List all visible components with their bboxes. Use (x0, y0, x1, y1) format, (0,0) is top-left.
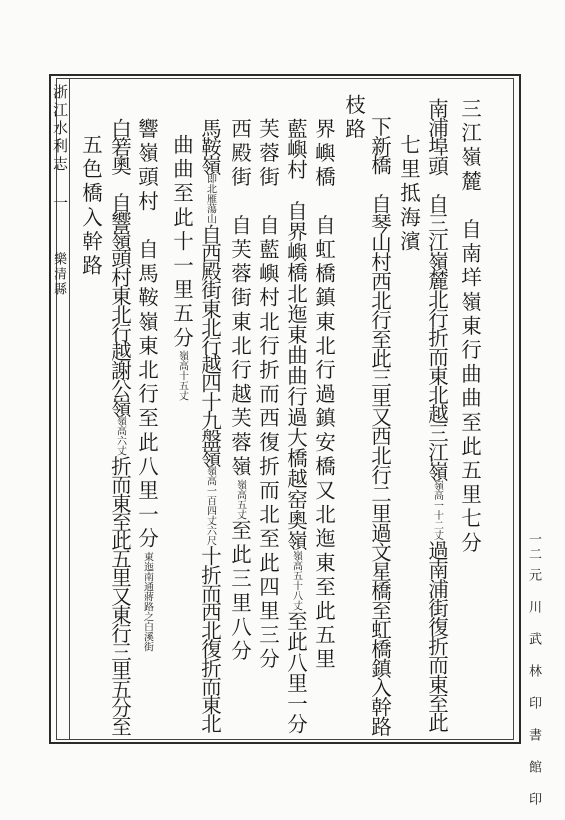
entry-maanling-end (171, 134, 192, 401)
entry-xiaxinqiao: 下新橋 自琴山村西北行至此三里又西北行二里過文星橋至虹橋鎮入幹路 (367, 116, 392, 736)
entry-bairuoao-cont: 折而東至此五里又東行三里五分至 (107, 455, 132, 735)
entry-lanyucun-note: 嶺高五十八丈 (290, 550, 302, 611)
entry-xidianjie-cont: 至此三里八分 (227, 519, 252, 665)
entry-maanling-cont2: 十折而西北復折而東北 (197, 545, 222, 732)
entry-bairuoao-text: 白箬奧 自響嶺頭村東北行越謝公嶺 (107, 118, 132, 416)
entry-bairuoao-note: 嶺高六丈 (114, 415, 126, 456)
section-heading-branch-roads: 枝路 (341, 94, 366, 143)
entry-nanpu-note: 嶺高一十二丈 (431, 480, 443, 541)
entry-nanpu-end: 七里抵海濱 (396, 134, 421, 255)
banxin-divider (69, 78, 70, 740)
entry-maanling-end-text: 曲曲至此十一里五分 (169, 134, 194, 351)
publisher-colophon: 元 川 武 林 印 書 館 印 (526, 568, 541, 807)
entry-furongjie: 芙蓉街 自藍嶼村北行折而西復折而北至此四里三分 (255, 118, 280, 673)
entry-nanpu (426, 98, 447, 731)
entry-sanjiangling: 三江嶺麓 自南垟嶺東行曲曲至此五里七分 (457, 98, 482, 556)
entry-nanpu-text: 南浦埠頭 自三江嶺麓北行折而東北越三江嶺 (424, 98, 449, 481)
banxin-title: 浙江水利志 一 (51, 84, 69, 213)
entry-maanling-note: 即北雁蕩山 (204, 173, 216, 224)
entry-xidianjie-note: 嶺高五丈 (234, 479, 246, 520)
entry-xianglingtoucun-note: 東迤南通蔣路之白溪街 (141, 551, 153, 652)
entry-lanyucun-cont: 至此八里一分 (283, 610, 308, 735)
entry-maanling-text: 馬鞍嶺 (197, 118, 222, 174)
entry-xidianjie (229, 118, 250, 664)
entry-xianglingtoucun (136, 118, 157, 652)
entry-xidianjie-text: 西殿街 自芙蓉街東北行越芙蓉嶺 (227, 118, 252, 480)
entry-jieyuqiao: 界嶼橋 自虹橋鎮東北行過鎮安橋又北迤東至此五里 (311, 118, 336, 673)
entry-bairuoao-end: 五色橋入幹路 (78, 134, 103, 279)
entry-maanling-note2: 嶺高一百四丈六尺 (204, 465, 216, 546)
entry-maanling (199, 118, 220, 732)
entry-maanling-cont: 自西殿街東北行越四十九盤嶺 (197, 223, 222, 466)
entry-xianglingtoucun-text: 響嶺頭村 自馬鞍嶺東北行至此八里一分 (134, 118, 159, 552)
county-label: 樂清縣 (51, 252, 66, 297)
folio-number: 一二 (526, 532, 541, 562)
entry-maanling-end-note: 嶺高十五丈 (176, 350, 188, 401)
entry-bairuoao (109, 118, 130, 735)
entry-lanyucun (285, 118, 306, 734)
entry-lanyucun-text: 藍嶼村 自界嶼橋北迤東曲曲行過大橋越窑奧嶺 (283, 118, 308, 551)
entry-nanpu-cont: 過南浦街復折而東至此 (424, 540, 449, 732)
